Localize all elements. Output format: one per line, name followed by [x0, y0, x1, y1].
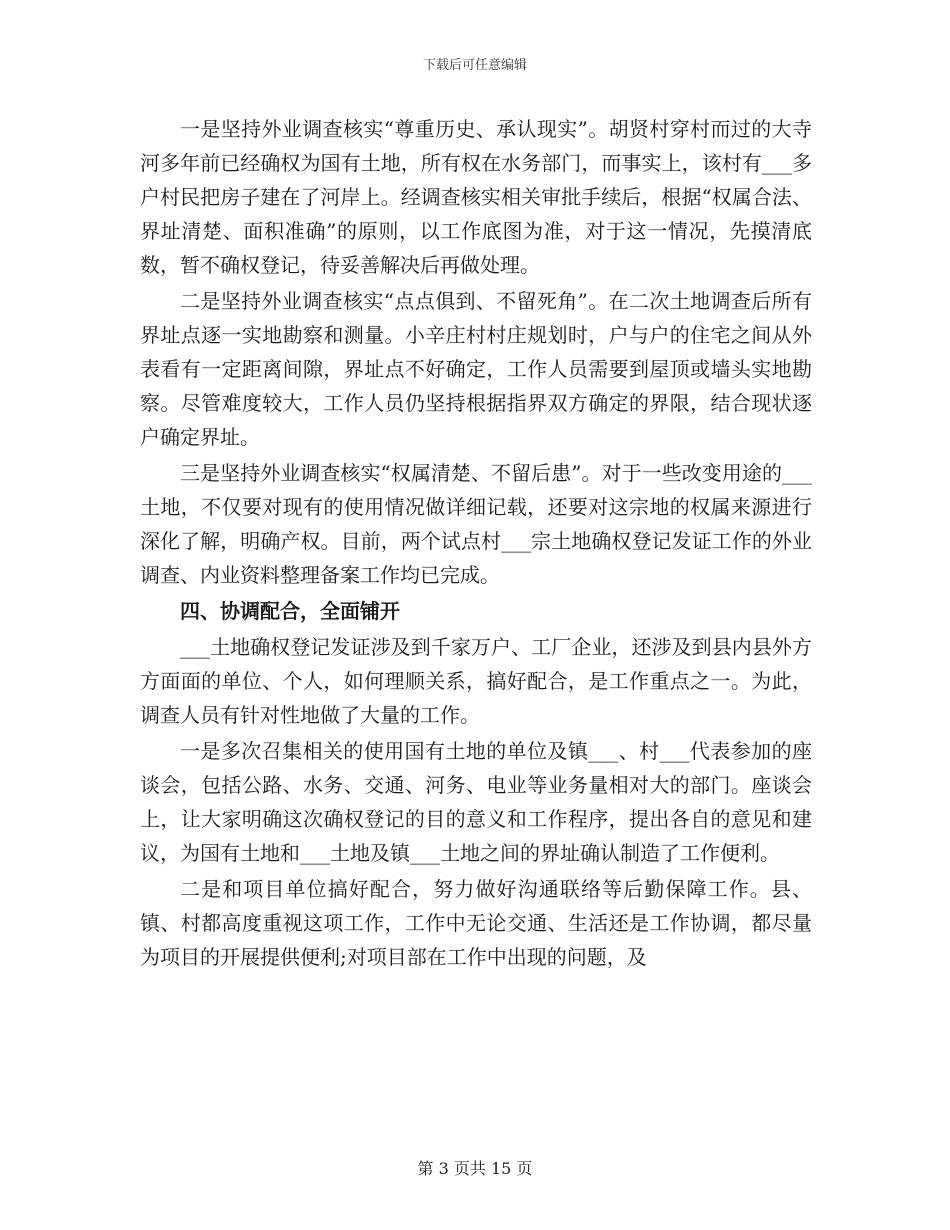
paragraph-2: 二是坚持外业调查核实“点点俱到、不留死角”。在二次土地调查后所有界址点逐一实地勘察和测量。小辛庄村村庄规划时，户与户的住宅之间从外表看有一定距离间隙，界址点不好确定，工作人员需要到屋顶或墙头实地勘察。尽管难度较大，工作人员仍坚持根据指界双方确定的界限，结合现状逐户确定界址。: [140, 289, 812, 449]
paragraph-4: ___土地确权登记发证涉及到千家万户、工厂企业，还涉及到县内县外方方面面的单位、个人，如何理顺关系，搞好配合，是工作重点之一。为此，调查人员有针对性地做了大量的工作。: [140, 635, 812, 727]
page-footer: 第 3 页共 15 页: [417, 1159, 533, 1178]
page-header: 下载后可任意编辑: [422, 58, 527, 73]
paragraph-1: 一是坚持外业调查核实“尊重历史、承认现实”。胡贤村穿村而过的大寺河多年前已经确权为国有土地，所有权在水务部门，而事实上，该村有___多户村民把房子建在了河岸上。经调查核实相关审批手续后，根据“权属合法、界址清楚、面积准确”的原则，以工作底图为准，对于这一情况，先摸清底数，暂不确权登记，待妥善解决后再做处理。: [140, 117, 812, 277]
paragraph-5: 一是多次召集相关的使用国有土地的单位及镇___、村___代表参加的座谈会，包括公路、水务、交通、河务、电业等业务量相对大的部门。座谈会上，让大家明确这次确权登记的目的意义和工作程序，提出各自的意见和建议，为国有土地和___土地及镇___土地之间的界址确认制造了工作便利。: [140, 739, 812, 865]
document-body: [140, 112, 812, 976]
section-heading: 四、协调配合，全面铺开: [180, 599, 400, 623]
paragraph-3: 三是坚持外业调查核实“权属清楚、不留后患”。对于一些改变用途的___土地，不仅要对现有的使用情况做详细记载，还要对这宗地的权属来源进行深化了解，明确产权。目前，两个试点村___宗土地确权登记发证工作的外业调查、内业资料整理备案工作均已完成。: [140, 461, 812, 587]
paragraph-6: 二是和项目单位搞好配合，努力做好沟通联络等后勤保障工作。县、镇、村都高度重视这项工作，工作中无论交通、生活还是工作协调，都尽量为项目的开展提供便利;对项目部在工作中出现的问题，及: [140, 877, 812, 969]
